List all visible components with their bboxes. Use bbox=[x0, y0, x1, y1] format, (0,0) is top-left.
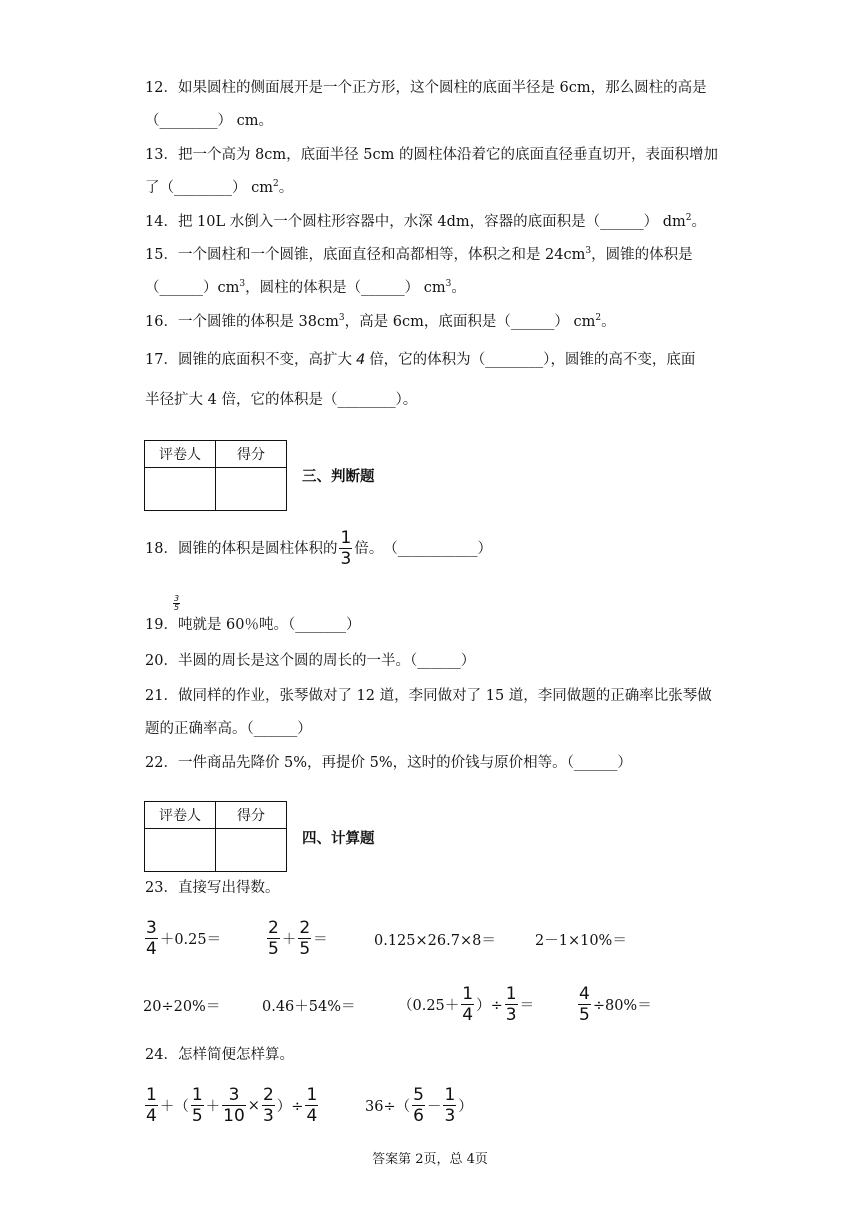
q18-post: 倍。 bbox=[354, 540, 384, 557]
fraction bbox=[305, 1085, 318, 1126]
q15-sup3: 3 bbox=[445, 279, 452, 289]
num: 2 bbox=[268, 918, 279, 938]
q17-blank2[interactable]: （________） bbox=[322, 392, 403, 408]
score-header: 得分 bbox=[216, 441, 287, 468]
operator: × bbox=[247, 1097, 260, 1114]
section-4-title: 四、计算题 bbox=[302, 831, 375, 847]
fraction bbox=[461, 984, 474, 1025]
q13-unit: cm bbox=[251, 180, 273, 196]
q18-text: 18．圆锥的体积是圆柱体积的 bbox=[145, 540, 338, 557]
q13-line1: 13．把一个高为 8cm，底面半径 5cm 的圆柱体沿着它的底面直径垂直切开，表面积增加 bbox=[145, 147, 718, 163]
q16-text1: 16．一个圆锥的体积是 38cm bbox=[145, 314, 339, 330]
page-footer: 答案第 2页，总 4页 bbox=[372, 1152, 488, 1167]
den: 5 bbox=[191, 1106, 203, 1126]
q15-line1 bbox=[145, 245, 693, 265]
q16-text2: ，高是 6cm，底面积是 bbox=[344, 314, 497, 330]
q24-expr-1 bbox=[143, 1085, 320, 1126]
fraction bbox=[262, 1085, 275, 1126]
den: 3 bbox=[444, 1106, 456, 1126]
q23-expr-6: 0.46＋54%＝ bbox=[262, 999, 356, 1015]
q18-fraction bbox=[339, 528, 352, 569]
expr-text: 36÷（ bbox=[365, 1099, 411, 1115]
q19-text: 吨就是 60％吨。 bbox=[177, 617, 289, 633]
fraction bbox=[145, 1085, 158, 1126]
q23-expr-4: 2－1×10%＝ bbox=[535, 933, 627, 949]
expr-text: ）÷ bbox=[476, 998, 503, 1014]
expr-text: （0.25＋ bbox=[398, 998, 460, 1014]
grader-header: 评卷人 bbox=[145, 441, 216, 468]
q23-expr-3: 0.125×26.7×8＝ bbox=[374, 933, 496, 949]
q19-den: 5 bbox=[174, 603, 180, 612]
q19-pre: 19． bbox=[145, 617, 178, 633]
q16-line bbox=[145, 312, 616, 332]
fraction bbox=[412, 1085, 425, 1126]
den: 5 bbox=[299, 939, 311, 959]
operator: － bbox=[426, 1099, 442, 1115]
num: 1 bbox=[462, 984, 474, 1004]
score-table-3 bbox=[144, 440, 287, 511]
den: 4 bbox=[306, 1106, 318, 1126]
q16-unit: cm bbox=[573, 314, 596, 330]
expr-text: ＝ bbox=[519, 998, 535, 1014]
num: 1 bbox=[444, 1085, 456, 1105]
q16-sup2: 2 bbox=[595, 313, 602, 323]
q15-text2: ，圆锥的体积是 bbox=[591, 247, 693, 263]
q17-blank1[interactable]: （________） bbox=[470, 352, 551, 368]
num: 1 bbox=[191, 1085, 203, 1105]
den: 4 bbox=[462, 1005, 474, 1025]
grader-cell[interactable] bbox=[145, 468, 216, 511]
q21-text2: 题的正确率高。 bbox=[145, 721, 247, 737]
q20-blank[interactable]: （______） bbox=[409, 653, 476, 669]
q13-pre: 了 bbox=[145, 180, 160, 196]
num: 3 bbox=[146, 918, 157, 938]
den: 4 bbox=[146, 1106, 157, 1126]
q13-end: 。 bbox=[278, 180, 294, 196]
q24-title: 24．怎样简便怎样算。 bbox=[145, 1047, 294, 1063]
q17-line2 bbox=[145, 390, 417, 410]
q16-end: 。 bbox=[601, 314, 616, 330]
fraction bbox=[222, 1085, 246, 1126]
fraction bbox=[443, 1085, 456, 1126]
q15-sup2: 3 bbox=[239, 279, 246, 289]
q22-blank[interactable]: （______） bbox=[566, 755, 632, 771]
fraction bbox=[267, 918, 280, 959]
den: 3 bbox=[262, 1106, 274, 1126]
section-3-title: 三、判断题 bbox=[302, 469, 375, 485]
q15-text1: 15．一个圆柱和一个圆锥，底面直径和高都相等，体积之和是 24cm bbox=[145, 247, 586, 263]
q15-sup: 3 bbox=[585, 246, 592, 256]
q20-text: 20．半圆的周长是这个圆的周长的一半。 bbox=[145, 653, 410, 669]
q19-blank[interactable]: （_______） bbox=[288, 617, 361, 633]
q15-blank1[interactable]: （______） bbox=[145, 280, 218, 296]
q24-expr-2 bbox=[365, 1085, 473, 1126]
q19-fraction bbox=[173, 595, 180, 612]
q23-expr-1 bbox=[143, 918, 221, 959]
q14-sup: 2 bbox=[685, 213, 692, 223]
q23-expr-8 bbox=[576, 984, 652, 1025]
q22-line bbox=[145, 753, 632, 773]
q17-text1: 17．圆锥的底面积不变，高扩大 bbox=[145, 352, 352, 368]
q22-text: 22．一件商品先降价 5%，再提价 5%，这时的价钱与原价相等。 bbox=[145, 755, 567, 771]
operator: ＋ bbox=[205, 1099, 221, 1115]
q12-unit: cm。 bbox=[236, 113, 273, 129]
q19-line bbox=[145, 615, 361, 635]
fraction bbox=[191, 1085, 204, 1126]
q14-unit: dm bbox=[662, 214, 686, 230]
q14-end: 。 bbox=[691, 214, 707, 230]
q21-line1: 21．做同样的作业，张琴做对了 12 道，李同做对了 15 道，李同做题的正确率比张琴做 bbox=[145, 688, 712, 704]
q23-expr-7 bbox=[398, 984, 534, 1025]
q12-blank[interactable]: （________） bbox=[145, 113, 232, 129]
fraction bbox=[298, 918, 311, 959]
operator: ＋ bbox=[281, 932, 297, 948]
den: 5 bbox=[579, 1005, 590, 1025]
grader-cell[interactable] bbox=[145, 829, 216, 872]
q23-expr-5: 20÷20%＝ bbox=[143, 999, 221, 1015]
grader-header: 评卷人 bbox=[145, 802, 216, 829]
q15-line2 bbox=[145, 278, 466, 298]
q14-text: 14．把 10L 水倒入一个圆柱形容器中，水深 4dm，容器的底面积是 bbox=[145, 214, 586, 230]
q23-title: 23．直接写出得数。 bbox=[145, 880, 280, 896]
operator: ＋（ bbox=[159, 1099, 189, 1115]
q14-line bbox=[145, 212, 706, 232]
score-cell[interactable] bbox=[216, 829, 287, 872]
expr-text: ÷80%＝ bbox=[592, 998, 652, 1014]
operator: ）÷ bbox=[276, 1099, 304, 1115]
q15-unit1: cm bbox=[217, 280, 240, 296]
q15-blank2[interactable]: （______） bbox=[346, 280, 420, 296]
q18-den: 3 bbox=[340, 549, 352, 569]
num: 2 bbox=[262, 1085, 274, 1105]
q18-num: 1 bbox=[340, 528, 352, 548]
q13-sup: 2 bbox=[272, 179, 279, 189]
q15-text3: ，圆柱的体积是 bbox=[245, 280, 347, 296]
num: 1 bbox=[505, 984, 517, 1004]
den: 10 bbox=[223, 1106, 245, 1126]
q13-line2 bbox=[145, 178, 293, 198]
q18-line bbox=[145, 528, 492, 569]
expr-text: ＋0.25＝ bbox=[159, 932, 222, 948]
den: 5 bbox=[268, 939, 279, 959]
fraction bbox=[505, 984, 518, 1025]
q17-text2: 倍，它的体积为 bbox=[369, 352, 471, 368]
score-table-4 bbox=[144, 801, 287, 872]
num: 4 bbox=[579, 984, 590, 1004]
den: 3 bbox=[505, 1005, 517, 1025]
expr-text: ） bbox=[458, 1099, 473, 1115]
score-header: 得分 bbox=[216, 802, 287, 829]
num: 5 bbox=[413, 1085, 424, 1105]
q17-text4: 半径扩大 4 倍，它的体积是 bbox=[145, 392, 323, 408]
q14-blank[interactable]: （______） bbox=[585, 214, 659, 230]
q17-text3: ，圆锥的高不变，底面 bbox=[550, 352, 696, 368]
q16-sup: 3 bbox=[338, 313, 345, 323]
q21-line2 bbox=[145, 719, 312, 739]
num: 1 bbox=[306, 1085, 318, 1105]
q17-four: 4 bbox=[355, 352, 366, 368]
q15-unit2: cm bbox=[423, 280, 446, 296]
expr-text: ＝ bbox=[313, 932, 328, 948]
q19-num: 3 bbox=[174, 594, 180, 603]
q16-blank[interactable]: （______） bbox=[496, 314, 569, 330]
q23-expr-2 bbox=[265, 918, 328, 959]
q17-end: 。 bbox=[402, 392, 418, 408]
score-cell[interactable] bbox=[216, 468, 287, 511]
den: 6 bbox=[413, 1106, 424, 1126]
q17-line1 bbox=[145, 350, 695, 370]
q12-line2 bbox=[145, 111, 273, 131]
num: 1 bbox=[146, 1085, 157, 1105]
num: 3 bbox=[228, 1085, 240, 1105]
q21-blank[interactable]: （______） bbox=[246, 721, 312, 737]
den: 4 bbox=[146, 939, 157, 959]
q13-blank[interactable]: （________） bbox=[159, 180, 247, 196]
q15-end: 。 bbox=[451, 280, 466, 296]
q18-blank[interactable]: （___________） bbox=[383, 540, 493, 557]
q20-line bbox=[145, 651, 475, 671]
fraction bbox=[145, 918, 158, 959]
fraction bbox=[578, 984, 591, 1025]
q12-line1: 12．如果圆柱的侧面展开是一个正方形，这个圆柱的底面半径是 6cm，那么圆柱的高是 bbox=[145, 80, 707, 96]
num: 2 bbox=[299, 918, 311, 938]
